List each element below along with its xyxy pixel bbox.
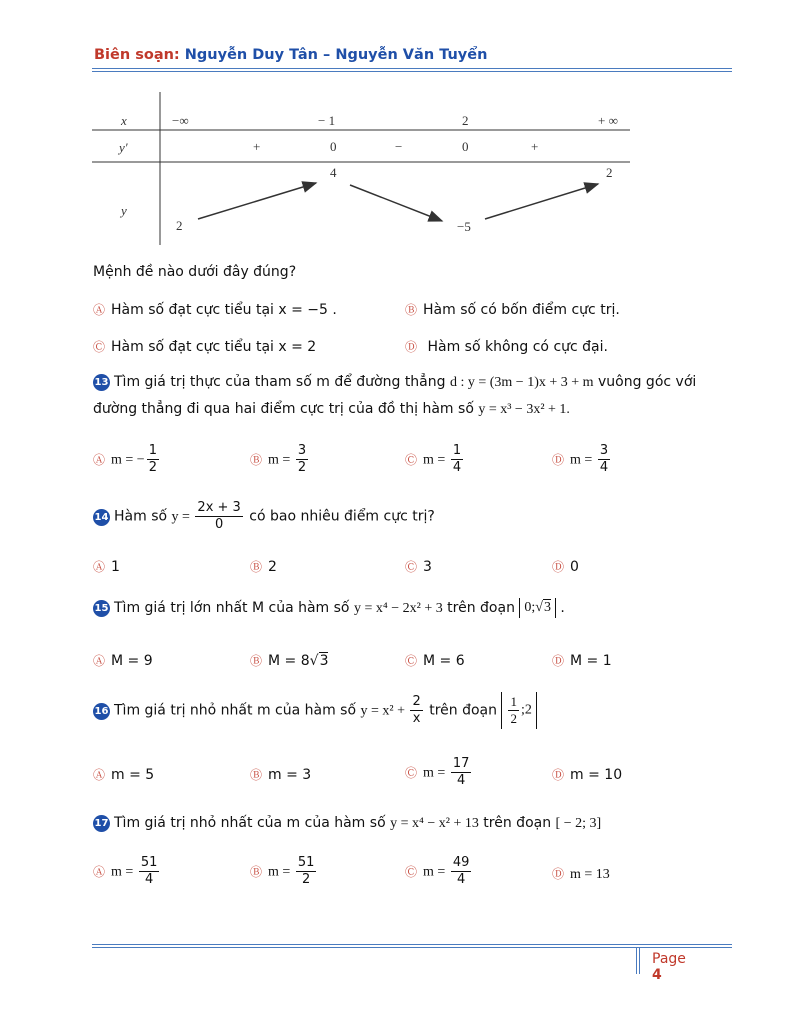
q14-option-a[interactable] bbox=[93, 558, 120, 575]
q16-text: Tìm giá trị nhỏ nhất m của hàm số bbox=[114, 702, 361, 719]
page-value: 4 bbox=[652, 967, 662, 983]
q13-text: vuông góc với bbox=[593, 374, 697, 390]
q16-c-numerator: 17 bbox=[452, 756, 470, 771]
option-d-mark: Ⓓ bbox=[552, 768, 565, 782]
q15-option-a[interactable] bbox=[93, 652, 153, 669]
q14-text: Hàm số bbox=[114, 508, 172, 525]
table-x-value: 2 bbox=[462, 113, 469, 128]
q17-option-d-text: m = 13 bbox=[570, 867, 610, 882]
table-y-value: −5 bbox=[457, 219, 471, 234]
q16-option-d-text: m = 10 bbox=[570, 767, 623, 783]
option-a-mark: Ⓐ bbox=[93, 654, 106, 668]
header-label: Biên soạn: bbox=[94, 47, 185, 63]
q12-option-a-text: Hàm số đạt cực tiểu tại x = −5 . bbox=[111, 302, 337, 318]
q13-b-denominator: 2 bbox=[297, 460, 307, 475]
q15-option-c[interactable] bbox=[405, 652, 465, 669]
option-b-mark: Ⓑ bbox=[250, 560, 263, 574]
q13-d-denominator: 4 bbox=[599, 460, 609, 475]
q16-option-d[interactable] bbox=[552, 766, 622, 783]
table-yp-value: 0 bbox=[462, 139, 469, 154]
q14-function-prefix: y = bbox=[171, 509, 194, 525]
q17-option-d[interactable] bbox=[552, 865, 610, 883]
option-d-mark: Ⓓ bbox=[552, 560, 565, 574]
q14-number-badge: 14 bbox=[93, 509, 110, 526]
q16-interval bbox=[501, 692, 536, 729]
option-b-mark: Ⓑ bbox=[250, 452, 263, 467]
table-yp-value: + bbox=[253, 139, 261, 154]
q17-interval: [ − 2; 3] bbox=[555, 816, 602, 831]
q15-text: trên đoạn bbox=[442, 600, 520, 616]
q13-c-numerator: 1 bbox=[452, 443, 462, 458]
q15-text: Tìm giá trị lớn nhất M của hàm số bbox=[114, 600, 354, 616]
footer-divider bbox=[636, 948, 640, 974]
q15-option-d-text: M = 1 bbox=[570, 653, 612, 669]
table-x-value: + ∞ bbox=[598, 113, 618, 128]
q16-number-badge: 16 bbox=[93, 703, 110, 720]
q16-option-b-text: m = 3 bbox=[268, 767, 312, 783]
header-authors: Nguyễn Duy Tân – Nguyễn Văn Tuyển bbox=[184, 47, 488, 63]
increase-arrow bbox=[198, 183, 316, 219]
q14-option-c[interactable] bbox=[405, 558, 432, 575]
variation-table bbox=[90, 90, 635, 250]
decrease-arrow bbox=[350, 185, 442, 221]
q15-interval: 0;√3 bbox=[519, 598, 556, 618]
q14-option-b[interactable] bbox=[250, 558, 277, 575]
q15-number-badge: 15 bbox=[93, 600, 110, 617]
q13-option-c[interactable] bbox=[405, 443, 465, 476]
q17-number-badge: 17 bbox=[93, 815, 110, 832]
q15-option-b-sqrt: 3 bbox=[319, 653, 329, 669]
option-a-mark: Ⓐ bbox=[93, 452, 106, 467]
q13-a-numerator: 1 bbox=[148, 443, 157, 458]
q12-option-d-text: Hàm số không có cực đại. bbox=[423, 339, 608, 355]
q16-function: y = x² + bbox=[360, 703, 409, 719]
table-y-value: 4 bbox=[330, 165, 337, 180]
q17-function: y = x⁴ − x² + 13 bbox=[390, 816, 479, 831]
option-a-mark: Ⓐ bbox=[93, 864, 106, 879]
q13-d-numerator: 3 bbox=[599, 443, 609, 458]
q13-b-prefix: m = bbox=[268, 452, 294, 468]
option-b-mark: Ⓑ bbox=[250, 864, 263, 879]
q14-option-b-text: 2 bbox=[268, 559, 277, 575]
table-yp-label: y′ bbox=[119, 140, 128, 155]
q14-stem bbox=[93, 500, 435, 533]
option-b-mark: Ⓑ bbox=[250, 768, 263, 782]
q16-text: trên đoạn bbox=[424, 702, 502, 719]
q17-a-denominator: 4 bbox=[144, 872, 154, 887]
q17-c-numerator: 49 bbox=[452, 855, 470, 870]
table-x-value: −∞ bbox=[172, 113, 189, 128]
q13-option-a[interactable] bbox=[93, 443, 161, 476]
q17-option-b[interactable] bbox=[250, 855, 318, 888]
option-b-mark: Ⓑ bbox=[250, 654, 263, 668]
table-y-value: 2 bbox=[606, 165, 613, 180]
q17-stem bbox=[93, 815, 601, 832]
option-c-mark: Ⓒ bbox=[405, 654, 418, 668]
option-d-mark: Ⓓ bbox=[552, 867, 565, 881]
q15-text: . bbox=[555, 600, 565, 616]
q13-option-d[interactable] bbox=[552, 443, 612, 476]
q16-c-denominator: 4 bbox=[456, 773, 466, 788]
q12-option-b[interactable] bbox=[405, 301, 620, 318]
q12-option-b-text: Hàm số có bốn điểm cực trị. bbox=[423, 302, 620, 318]
increase-arrow bbox=[485, 184, 598, 219]
q16-c-prefix: m = bbox=[423, 765, 449, 781]
q13-c-denominator: 4 bbox=[452, 460, 462, 475]
q14-numerator: 2x + 3 bbox=[197, 500, 241, 515]
q14-option-d[interactable] bbox=[552, 558, 579, 575]
option-c-mark: Ⓒ bbox=[405, 560, 418, 574]
q12-option-d[interactable] bbox=[405, 338, 608, 355]
q16-stem bbox=[93, 692, 537, 729]
q13-line-equation: d : y = (3m − 1)x + 3 + m bbox=[449, 375, 594, 390]
q13-stem-line2 bbox=[93, 401, 570, 418]
option-b-mark: Ⓑ bbox=[405, 303, 418, 317]
option-a-mark: Ⓐ bbox=[93, 560, 106, 574]
q15-option-c-text: M = 6 bbox=[423, 653, 465, 669]
table-y-label: y bbox=[121, 203, 127, 218]
q12-option-c-text: Hàm số đạt cực tiểu tại x = 2 bbox=[111, 339, 317, 355]
table-yp-value: 0 bbox=[330, 139, 337, 154]
q13-option-b[interactable] bbox=[250, 443, 310, 476]
q15-option-d[interactable] bbox=[552, 652, 612, 669]
q15-interval-end: 3 bbox=[543, 600, 551, 615]
q15-option-a-text: M = 9 bbox=[111, 653, 153, 669]
q16-option-a-text: m = 5 bbox=[111, 767, 155, 783]
q14-option-c-text: 3 bbox=[423, 559, 432, 575]
q12-option-a[interactable] bbox=[93, 301, 337, 318]
table-yp-value: − bbox=[395, 139, 403, 154]
q13-d-prefix: m = bbox=[570, 452, 596, 468]
option-c-mark: Ⓒ bbox=[405, 864, 418, 879]
q17-a-numerator: 51 bbox=[140, 855, 158, 870]
q13-text: Tìm giá trị thực của tham số m để đường thẳng bbox=[114, 374, 450, 390]
q17-text: Tìm giá trị nhỏ nhất của m của hàm số bbox=[114, 815, 391, 831]
q17-text: trên đoạn bbox=[478, 815, 556, 831]
table-x-label: x bbox=[121, 113, 127, 128]
option-c-mark: Ⓒ bbox=[405, 452, 418, 467]
header-rule-1 bbox=[92, 68, 732, 69]
q16-option-c[interactable] bbox=[405, 756, 473, 789]
q15-option-b[interactable]: Ⓑ M = 8√3 bbox=[250, 653, 329, 669]
option-a-mark: Ⓐ bbox=[93, 303, 106, 317]
q13-a-prefix: m = − bbox=[111, 452, 145, 468]
q17-b-denominator: 2 bbox=[301, 872, 311, 887]
q13-number-badge: 13 bbox=[93, 374, 110, 391]
option-d-mark: Ⓓ bbox=[405, 340, 418, 354]
q16-fn-numerator: 2 bbox=[412, 694, 421, 709]
q13-text: đường thẳng đi qua hai điểm cực trị của đồ thị hàm số bbox=[93, 401, 479, 417]
table-x-value: − 1 bbox=[318, 113, 336, 128]
q14-denominator: 0 bbox=[214, 517, 224, 532]
q16-option-b[interactable] bbox=[250, 766, 311, 783]
q13-stem-line1 bbox=[93, 374, 696, 391]
q15-interval-start: 0; bbox=[524, 600, 536, 615]
q15-option-b-text: M = 8 bbox=[268, 653, 310, 669]
q14-option-a-text: 1 bbox=[111, 559, 120, 575]
option-a-mark: Ⓐ bbox=[93, 768, 106, 782]
q17-c-denominator: 4 bbox=[456, 872, 466, 887]
footer-rule-1 bbox=[92, 944, 732, 945]
q15-stem bbox=[93, 598, 565, 618]
q16-interval-end: ;2 bbox=[520, 702, 532, 718]
q17-b-numerator: 51 bbox=[297, 855, 315, 870]
q16-int-numerator: 1 bbox=[510, 694, 517, 709]
header-rule-2 bbox=[92, 71, 732, 72]
q16-int-denominator: 2 bbox=[510, 711, 517, 726]
option-c-mark: Ⓒ bbox=[93, 340, 106, 354]
page-label: Page bbox=[652, 951, 686, 967]
q13-b-numerator: 3 bbox=[297, 443, 307, 458]
q17-b-prefix: m = bbox=[268, 864, 294, 880]
option-d-mark: Ⓓ bbox=[552, 654, 565, 668]
q14-option-d-text: 0 bbox=[570, 559, 579, 575]
option-d-mark: Ⓓ bbox=[552, 452, 565, 467]
header bbox=[94, 47, 487, 63]
table-yp-value: + bbox=[531, 139, 539, 154]
q17-option-a[interactable] bbox=[93, 855, 161, 888]
q14-text: có bao nhiêu điểm cực trị? bbox=[244, 508, 435, 525]
q12-option-c[interactable] bbox=[93, 338, 316, 355]
page-number bbox=[652, 951, 700, 983]
q16-fn-denominator: x bbox=[412, 711, 421, 726]
q16-option-a[interactable] bbox=[93, 766, 154, 783]
q15-function: y = x⁴ − 2x² + 3 bbox=[353, 601, 443, 616]
q13-a-denominator: 2 bbox=[148, 460, 157, 475]
q17-c-prefix: m = bbox=[423, 864, 449, 880]
q13-c-prefix: m = bbox=[423, 452, 449, 468]
option-c-mark: Ⓒ bbox=[405, 765, 418, 780]
q13-function: y = x³ − 3x² + 1. bbox=[478, 402, 570, 417]
table-y-value: 2 bbox=[176, 218, 183, 233]
q17-a-prefix: m = bbox=[111, 864, 137, 880]
q12-stem: Mệnh đề nào dưới đây đúng? bbox=[93, 264, 297, 280]
q17-option-c[interactable] bbox=[405, 855, 473, 888]
